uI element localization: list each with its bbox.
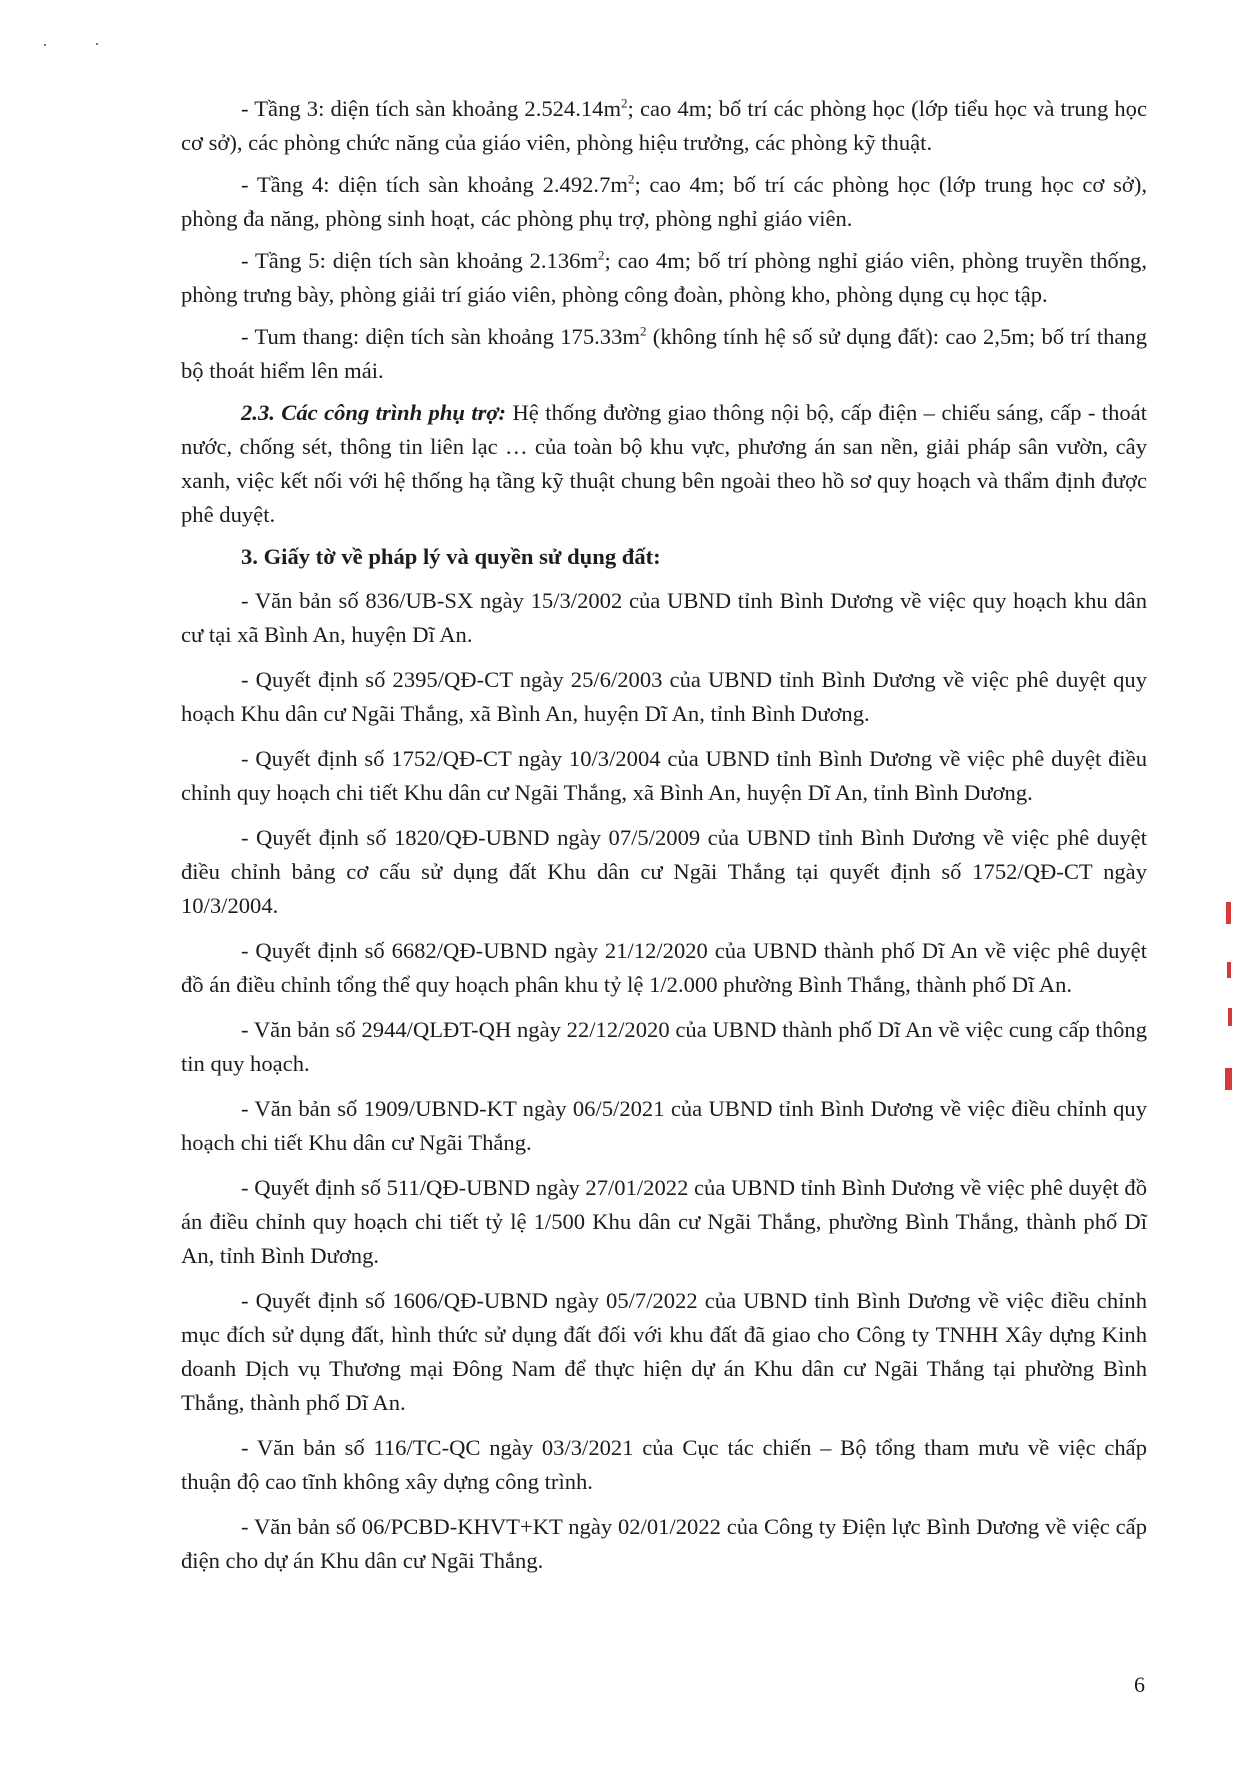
floor-4-suffix: ; cao 4m; bố trí các phòng học (lớp trung học cơ sở), phòng đa năng, phòng sinh hoạt, các phòng phụ trợ, phòng nghỉ giáo viên. [181,172,1147,231]
tum-thang-paragraph [181,320,1147,388]
floor-3-paragraph [181,92,1147,160]
section-3-heading: 3. Giấy tờ về pháp lý và quyền sử dụng đất: [241,544,661,569]
floor-3-prefix: - Tầng 3: diện tích sàn khoảng 2.524.14m [241,96,622,121]
legal-item: - Quyết định số 1820/QĐ-UBND ngày 07/5/2009 của UBND tỉnh Bình Dương về việc phê duyệt điều chỉnh bảng cơ cấu sử dụng đất Khu dân cư Ngãi Thắng tại quyết định số 1752/QĐ-CT ngày 10/3/2004. [181,825,1147,918]
legal-item: - Quyết định số 6682/QĐ-UBND ngày 21/12/2020 của UBND thành phố Dĩ An về việc phê duyệt đồ án điều chỉnh tổng thể quy hoạch phân khu tỷ lệ 1/2.000 phường Bình Thắng, thành phố Dĩ An. [181,938,1147,997]
floor-3-sup: 2 [621,95,628,111]
legal-item: - Văn bản số 2944/QLĐT-QH ngày 22/12/2020 của UBND thành phố Dĩ An về việc cung cấp thông tin quy hoạch. [181,1017,1147,1076]
document-body [181,92,1147,1589]
section-2-3-body: Hệ thống đường giao thông nội bộ, cấp điện – chiếu sáng, cấp - thoát nước, chống sét, thông tin liên lạc … của toàn bộ khu vực, phương án san nền, giải pháp sân vườn, cây xanh, việc kết nối với hệ thống hạ tầng kỹ thuật chung bên ngoài theo hồ sơ quy hoạch và thẩm định được phê duyệt. [181,400,1147,527]
seal-fragment [1226,902,1231,924]
section-2-3-paragraph [181,396,1147,532]
legal-item: - Quyết định số 1752/QĐ-CT ngày 10/3/2004 của UBND tỉnh Bình Dương về việc phê duyệt điều chỉnh quy hoạch chi tiết Khu dân cư Ngãi Thắng, xã Bình An, huyện Dĩ An, tỉnh Bình Dương. [181,746,1147,805]
legal-item: - Quyết định số 1606/QĐ-UBND ngày 05/7/2022 của UBND tỉnh Bình Dương về việc điều chỉnh mục đích sử dụng đất, hình thức sử dụng đất đối với khu đất đã giao cho Công ty TNHH Xây dựng Kinh doanh Dịch vụ Thương mại Đông Nam để thực hiện dự án Khu dân cư Ngãi Thắng tại phường Bình Thắng, thành phố Dĩ An. [181,1288,1147,1415]
legal-item: - Văn bản số 1909/UBND-KT ngày 06/5/2021 của UBND tỉnh Bình Dương về việc điều chỉnh quy hoạch chi tiết Khu dân cư Ngãi Thắng. [181,1096,1147,1155]
legal-item: - Văn bản số 836/UB-SX ngày 15/3/2002 của UBND tỉnh Bình Dương về việc quy hoạch khu dân cư tại xã Bình An, huyện Dĩ An. [181,588,1147,647]
floor-5-paragraph [181,244,1147,312]
section-2-3-title: 2.3. Các công trình phụ trợ: [241,400,507,425]
seal-fragment [1227,962,1231,978]
tum-thang-sup: 2 [639,323,647,339]
floor-5-sup: 2 [598,247,605,263]
floor-4-sup: 2 [627,171,635,187]
legal-item: - Văn bản số 06/PCBD-KHVT+KT ngày 02/01/2022 của Công ty Điện lực Bình Dương về việc cấp điện cho dự án Khu dân cư Ngãi Thắng. [181,1514,1147,1573]
legal-item: - Văn bản số 116/TC-QC ngày 03/3/2021 của Cục tác chiến – Bộ tổng tham mưu về việc chấp thuận độ cao tĩnh không xây dựng công trình. [181,1435,1147,1494]
seal-fragment [1225,1068,1232,1090]
floor-5-prefix: - Tầng 5: diện tích sàn khoảng 2.136m [241,248,599,273]
tum-thang-suffix: (không tính hệ số sử dụng đất): cao 2,5m; bố trí thang bộ thoát hiểm lên mái. [181,324,1148,383]
scan-speck [96,43,98,45]
floor-4-paragraph [181,168,1147,236]
tum-thang-prefix: - Tum thang: diện tích sàn khoảng 175.33m [241,324,640,349]
floor-4-prefix: - Tầng 4: diện tích sàn khoảng 2.492.7m [241,172,628,197]
page-number: 6 [1134,1672,1145,1697]
legal-item: - Quyết định số 511/QĐ-UBND ngày 27/01/2022 của UBND tỉnh Bình Dương về việc phê duyệt đồ án điều chỉnh quy hoạch chi tiết tỷ lệ 1/500 Khu dân cư Ngãi Thắng, phường Bình Thắng, thành phố Dĩ An, tỉnh Bình Dương. [181,1175,1147,1268]
legal-item: - Quyết định số 2395/QĐ-CT ngày 25/6/2003 của UBND tỉnh Bình Dương về việc phê duyệt quy hoạch Khu dân cư Ngãi Thắng, xã Bình An, huyện Dĩ An, tỉnh Bình Dương. [181,667,1147,726]
seal-fragment [1228,1008,1232,1026]
floor-3-suffix: ; cao 4m; bố trí các phòng học (lớp tiểu học và trung học cơ sở), các phòng chức năng của giáo viên, phòng hiệu trưởng, các phòng kỹ thuật. [181,96,1147,155]
scan-speck [44,44,46,46]
floor-5-suffix: ; cao 4m; bố trí phòng nghỉ giáo viên, phòng truyền thống, phòng trưng bày, phòng giải trí giáo viên, phòng công đoàn, phòng kho, phòng dụng cụ học tập. [181,248,1147,307]
